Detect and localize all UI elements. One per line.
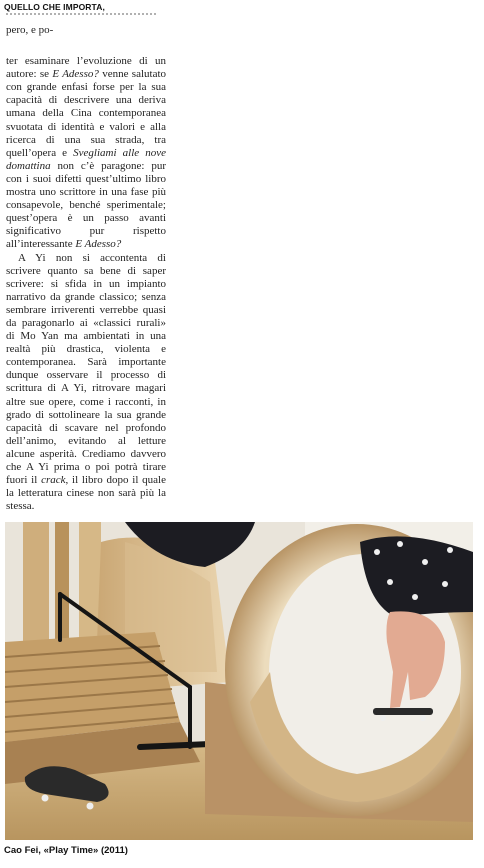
italic-title: crack xyxy=(41,474,66,487)
italic-title: E Adesso? xyxy=(52,68,99,81)
italic-title: E Adesso? xyxy=(75,238,122,251)
italic-title: Svegliami alle nove domattina xyxy=(6,146,167,172)
wood-post xyxy=(79,522,101,642)
text-run: venne salutato con grande enfasi forse per la sua capacità di descrivere una deriva umana della Cina contemporanea svuotata di identità e valori e alla ricerca di una sua strada, tra quell’opera e xyxy=(6,68,167,159)
text-run: A Yi non si accontenta di scrivere quanto sa bene di saper scrivere: si sfida in un impianto narrativo da grande classico; senza sembrare irriverenti verrebbe quasi da paragonarlo ai «classici rurali» di Mo Yan ma ambientati in una realtà più drastica, violenta e contemporanea. Sarà importante dunque osservare il processo di scrittura di A Yi, ritrovare magari altre sue opere, come i racconti, in grado di sottolineare la sua grande capacità di scavare nel profondo dell’animo, evitando al letture alcune asperità. Crediamo davvero che A Yi prima o poi potrà tirare fuori il xyxy=(6,251,166,487)
article-column xyxy=(6,24,166,513)
wood-post xyxy=(23,522,49,642)
text-run: , il libro dopo il quale la letteratura cinese non sarà più la stessa. xyxy=(6,474,166,513)
article-paragraph xyxy=(6,252,166,514)
section-header: QUELLO CHE IMPORTA, xyxy=(4,2,105,12)
article-photo xyxy=(5,522,473,840)
article-paragraph xyxy=(6,55,166,251)
section-title: QUELLO CHE IMPORTA xyxy=(4,2,103,12)
text-run: non c’è paragone: pur con i suoi difetti quest’ultimo libro mostra uno scrittore in una fase più consapevole, benché sperimentale; quest’opera è un passo avanti significativo pur rispetto all’interessante xyxy=(6,159,166,251)
article-fragment-cut xyxy=(6,45,166,51)
text-run: ter esaminare l’evoluzione di un autore: se xyxy=(6,55,166,81)
photo-caption: Cao Fei, «Play Time» (2011) xyxy=(4,845,128,856)
skate-ramp-illustration xyxy=(5,522,473,840)
cut-text-line xyxy=(6,13,156,20)
article-fragment: pero, e po- xyxy=(6,24,54,36)
